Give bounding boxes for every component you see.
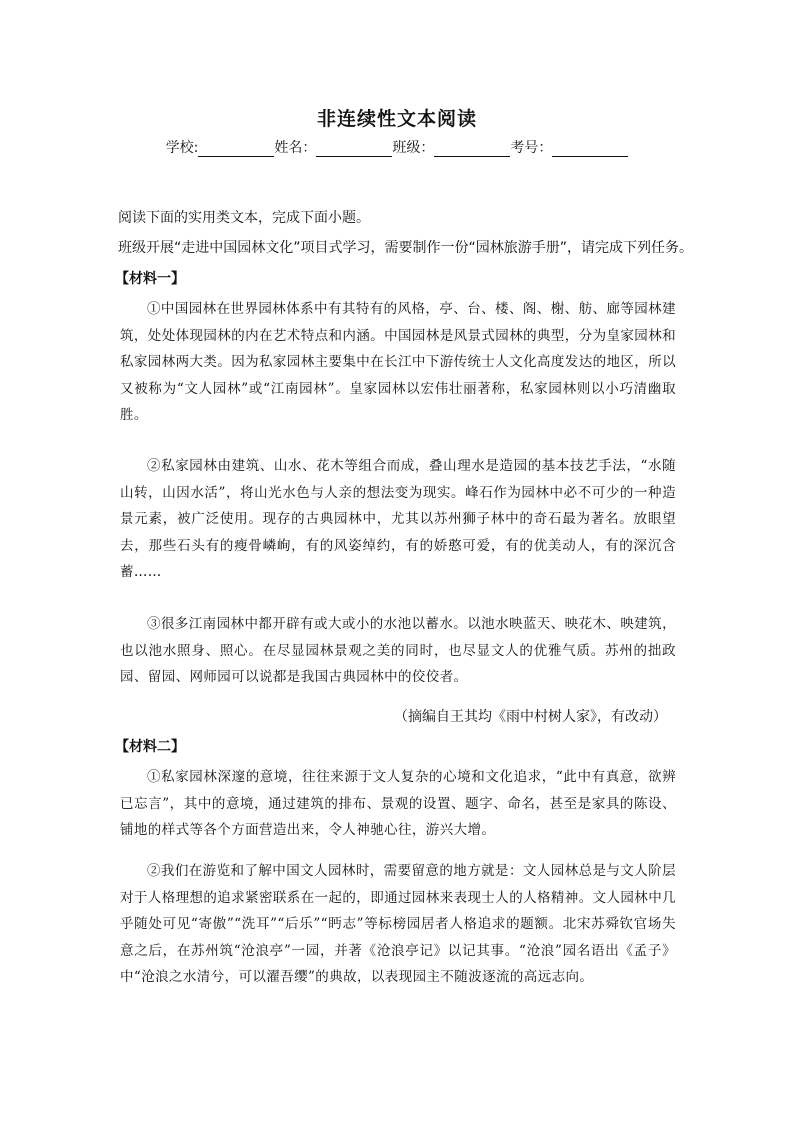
page-title: 非连续性文本阅读 xyxy=(316,108,477,130)
school-blank[interactable] xyxy=(198,142,274,157)
material-one-paragraph: ①中国园林在世界园林体系中有其特有的风格，亭、台、楼、阁、榭、舫、廊等园林建筑，处处体现园林的内在艺术特点和内涵。中国园林是风景式园林的典型，分为皇家园林和私家园林两大类。因为私家园林主要集中在长江中下游传统士人文化高度发达的地区，所以又被称为“文人园林”或“江南园林”。皇家园林以宏伟壮丽著称，私家园林则以小巧清幽取胜。 xyxy=(120,301,676,423)
school-label: 学校: xyxy=(165,140,199,156)
material-one-heading: 【材料一】 xyxy=(115,271,185,287)
material-one-paragraph: ③很多江南园林中都开辟有或大或小的水池以蓄水。以池水映蓝天、映花木、映建筑，也以池水照身、照心。在尽显园林景观之美的同时，也尽显文人的优雅气质。苏州的拙政园、留园、网师园可以说都是我国古典园林中的佼佼者。 xyxy=(120,616,676,685)
material-two-heading: 【材料二】 xyxy=(115,739,185,755)
name-label: 姓名： xyxy=(274,140,317,156)
class-label: 班级： xyxy=(392,140,435,156)
exam-number-label: 考号： xyxy=(510,140,553,156)
material-one-paragraph: ②私家园林由建筑、山水、花木等组合而成，叠山理水是造园的基本技艺手法，“水随山转，山因水活”，将山光水色与人亲的想法变为现实。峰石作为园林中必不可少的一种造景元素，被广泛使用。现存的古典园林中，尤其以苏州狮子林中的奇石最为著名。放眼望去，那些石头有的瘦骨嶙峋，有的风姿绰约，有的娇憨可爱，有的优美动人，有的深沉含蓄…… xyxy=(120,458,676,580)
material-two-paragraph: ①私家园林深邃的意境，往往来源于文人复杂的心境和文化追求，“此中有真意，欲辨已忘言”，其中的意境，通过建筑的排布、景观的设置、题字、命名，甚至是家具的陈设、铺地的样式等各个方面营造出来，令人神驰心往，游兴大增。 xyxy=(120,769,676,838)
material-two-paragraph: ②我们在游览和了解中国文人园林时，需要留意的地方就是：文人园林总是与文人阶层对于人格理想的追求紧密联系在一起的，即通过园林来表现士人的人格精神。文人园林中几乎随处可见“寄傲”“洗耳”“后乐”“眄志”等标榜园居者人格追求的题额。北宋苏舜钦官场失意之后，在苏州筑“沧浪亭”一园，并著《沧浪亭记》以记其事。“沧浪”园名语出《孟子》中“沧浪之水清兮，可以濯吾缨”的典故，以表现园主不随波逐流的高远志向。 xyxy=(120,863,676,985)
name-blank[interactable] xyxy=(316,142,392,157)
class-blank[interactable] xyxy=(434,142,510,157)
intro-instruction: 阅读下面的实用类文本，完成下面小题。 xyxy=(118,210,370,226)
intro-task: 班级开展“走进中国园林文化”项目式学习，需要制作一份“园林旅游手册”，请完成下列任务。 xyxy=(118,240,694,256)
source-citation: （摘编自王其均《雨中村树人家》，有改动） xyxy=(394,709,667,725)
student-info-line xyxy=(0,137,794,157)
exam-number-blank[interactable] xyxy=(552,142,628,157)
